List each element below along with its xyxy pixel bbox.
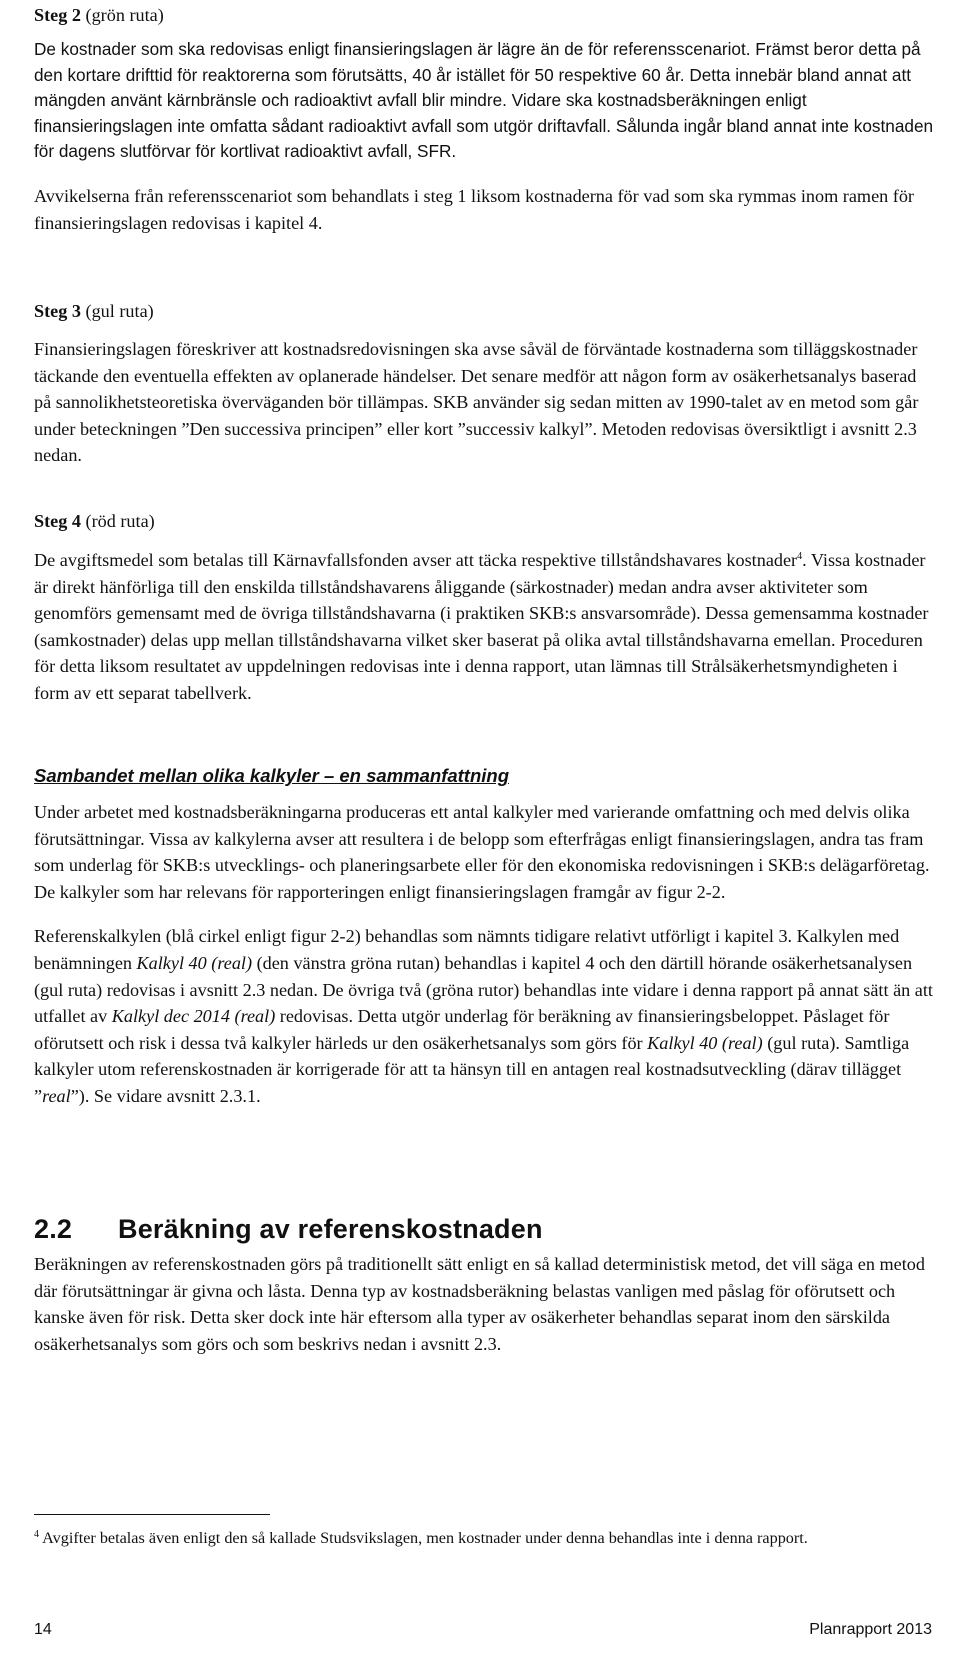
summary-section (34, 763, 934, 1110)
summary-paragraph-2: Referenskalkylen (blå cirkel enligt figur 2-2) behandlas som nämnts tidigare relativt utförligt i kapitel 3. Kalkylen med benämningen Kalkyl 40 (real) (den vänstra gröna rutan) behandlas i kapitel 4 och den därtill hörande osäkerhetsanalysen (gul ruta) redovisas i avsnitt 2.3 nedan. De övriga två (gröna rutor) behandlas inte vidare i denna rapport på annat sätt än att utfallet av Kalkyl dec 2014 (real) redovisas. Detta utgör underlag för beräkning av finansieringsbeloppet. Påslaget för oförutsett och risk i dessa två kalkyler härleds ur den osäkerhetsanalys som görs för Kalkyl 40 (real) (gul ruta). Samtliga kalkyler utom referenskostnaden är korrigerade för att ta hänsyn till en antagen real kostnadsutveckling (därav tillägget ”real”). Se vidare avsnitt 2.3.1. (34, 926, 933, 1106)
document-title: Planrapport 2013 (809, 1621, 932, 1638)
step4-heading: Steg 4 (röd ruta) (34, 511, 155, 531)
footnote-marker: 4 (34, 1529, 39, 1540)
step3-section (34, 298, 934, 469)
summary-paragraph-1: Under arbetet med kostnadsberäkningarna produceras ett antal kalkyler med varierande omfattning och med delvis olika förutsättningar. Vissa av kalkylerna avser att resultera i de belopp som efterfrågas enligt finansieringslagen, andra tas fram som underlag för SKB:s utvecklings- och planeringsarbete eller för den ekonomiska redovisningen i SKB:s delägarföretag. De kalkyler som har relevans för rapporteringen enligt finansieringslagen framgår av figur 2-2. (34, 802, 930, 902)
section-2-2 (34, 1212, 934, 1357)
step2-paragraph-1: De kostnader som ska redovisas enligt finansieringslagen är lägre än de för referensscenariot. Främst beror detta på den kortare drifttid för reaktorerna som förutsätts, 40 år istället för 50 respektive 60 år. Detta innebär bland annat att mängden använt kärnbränsle och radioaktivt avfall blir mindre. Vidare ska kostnadsberäkningen enligt finansieringslagen inte omfatta sådant radioaktivt avfall som utgör driftavfall. Sålunda ingår bland annat inte kostnaden för dagens slutförvar för kortlivat radioaktivt avfall, SFR. (34, 39, 934, 162)
section-paragraph-1: Beräkningen av referenskostnaden görs på traditionellt sätt enligt en så kallad deterministisk metod, det vill säga en metod där förutsättningar är givna och låsta. Denna typ av kostnadsberäkning belastas vanligen med påslag för oförutsett och kanske även för risk. Detta sker dock inte här eftersom alla typer av osäkerheter behandlas separat inom den särskilda osäkerhetsanalys som görs och som beskrivs nedan i avsnitt 2.3. (34, 1254, 925, 1354)
summary-heading: Sambandet mellan olika kalkyler – en sammanfattning (34, 765, 510, 786)
step2-paragraph-2: Avvikelserna från referensscenariot som behandlats i steg 1 liksom kostnaderna för vad som ska rymmas inom ramen för finansieringslagen redovisas i kapitel 4. (34, 185, 914, 233)
step3-heading: Steg 3 (gul ruta) (34, 301, 154, 321)
footnote-separator (34, 1514, 270, 1515)
step4-paragraph-1: De avgiftsmedel som betalas till Kärnavfallsfonden avser att täcka respektive tillståndshavares kostnader$^4$. Vissa kostnader är direkt hänförliga till den enskilda tillståndshavarens åliggande (särkostnader) medan andra avser aktiviteter som genomförs gemensamt med de övriga tillståndshavarna (i praktiken SKB:s ansvarsområde). Dessa gemensamma kostnader (samkostnader) delas upp mellan tillståndshavarna vilket sker baserat på olika avtal tillståndshavarna emellan. Proceduren för detta liksom resultatet av uppdelningen redovisas inte i denna rapport, utan lämnas till Strålsäkerhetsmyndigheten i form av ett separat tabellverk. (34, 550, 929, 703)
step4-section (34, 508, 934, 707)
page-number: 14 (34, 1621, 52, 1638)
footnote: $^4$ Avgifter betalas även enligt den så kallade Studsvikslagen, men kostnader under denna behandlas inte i denna rapport. (34, 1529, 808, 1547)
step2-heading: Steg 2 (grön ruta) (34, 5, 164, 25)
section-heading: 2.2 Beräkning av referenskostnaden (34, 1214, 543, 1244)
footnote-reference[interactable]: 4 (797, 551, 803, 562)
step3-paragraph-1: Finansieringslagen föreskriver att kostnadsredovisningen ska avse såväl de förväntade kostnaderna som tilläggskostnader täckande den eventuella effekten av oplanerade händelser. Det senare medför att någon form av osäkerhetsanalys baserad på sannolikhetsteoretiska överväganden bör tillämpas. SKB använder sig sedan mitten av 1990-talet av en metod som går under beteckningen ”Den successiva principen” eller kort ”successiv kalkyl”. Metoden redovisas översiktligt i avsnitt 2.3 nedan. (34, 339, 919, 466)
step2-section (34, 2, 934, 236)
